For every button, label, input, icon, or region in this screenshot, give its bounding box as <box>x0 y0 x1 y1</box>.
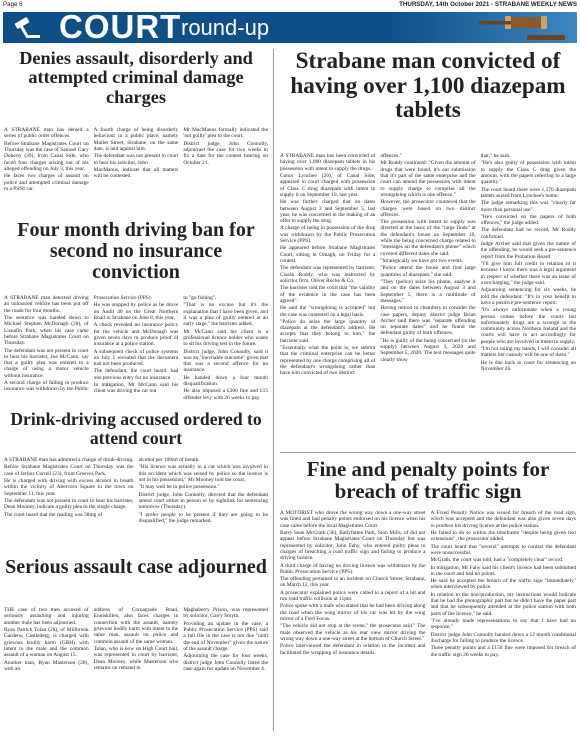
paragraph: "Essentially what the point is, we submit that the criminal enterprise can be better represented by one charge comprising all of the defendant's wrongdoing rather than have him convicted of two distinct <box>280 345 376 377</box>
paragraph: He was further charged that on dates between August 3 and September 5, last year, he was concerned in the making of an offer to supply the drug. <box>280 199 376 225</box>
paragraph: He appeared before Strabane Magistrates Court, sitting in Omagh, on Friday for a contest. <box>280 245 376 264</box>
headline-drink-driving: Drink-driving accused ordered to attend court <box>10 409 262 448</box>
paragraph: "He is guilty of the being concerned (in the supply) between August 3, 2020 and September 5, 2020. The text messages quite clearly show <box>380 337 476 363</box>
paragraph: District judge, John Connolly, adjourned the case for two weeks to fix a date for the contest hearing on October 21. <box>183 140 269 166</box>
paragraph: The judge remarking this was "clearly far more than personal use". <box>480 200 576 213</box>
paragraph: A MOTORIST who drove the wrong way down a one-way street was fined and had penalty points endorsed on his licence when his case came before the local Magistrates Court. <box>280 510 426 529</box>
story-serious-assault <box>4 607 268 733</box>
story-column <box>94 295 179 405</box>
headline-fine-penalty: Fine and penalty points for breach of traffic sign <box>306 457 550 504</box>
paragraph: The barrister told the court that "the validity of the evidence in the case has been agreed". <box>280 285 376 304</box>
story-fine-penalty <box>280 510 576 733</box>
paragraph: The defendant was represented by barrister, Ciaran Roddy, who was instructed by solicitor firm, Oliver Roche & Co. <box>280 265 376 284</box>
paragraph: He was stopped by police as he drove on Audit 40 on the Great Northern Road in Strabane on June 8, this year. <box>93 302 179 321</box>
paragraph: District judge, John Connolly, directed that the defendant attend court either in person or by sightlink for sentencing tomorrow (Thursday). <box>138 491 268 511</box>
paragraph: The defendant was not present in court to hear his barrister, Dean Mooney, indicate a guilty plea to the single charge. <box>4 497 134 511</box>
paragraph: "They (police) seize his phone, analyse it and on the dates between August 3 and September 5, there is a multitude of messages." <box>380 278 476 304</box>
paragraph: Ryan Patrick Tolan (28), of Millbrook Gardens, Castlederg, is charged with grievous bodily harm (GBH) with intent to the male and the common assault of a woman on August 15. <box>4 626 89 659</box>
paragraph: In relation to the non-production, my instructions would indicate that he had the photographic part but he didn't have the paper part and that he subsequently attended at the police station with both parts of the licence," he said. <box>430 591 576 617</box>
paragraph: The possession with intent to supply was directed at the basis of the "large finds" at the defendant's house on September 10, while the being concerned charge related to "messages on the defendant's phone" which covered different dates she said. <box>380 219 476 257</box>
paragraph: He failed to do so within the timeframe "despite being given two extensions", the prosecutor added. <box>430 529 576 543</box>
headline-four-month-ban: Four month driving ban for second no insurance conviction <box>17 219 255 284</box>
paragraph: Another man, Ryan Masterson (28), with an <box>4 659 89 672</box>
paragraph: MacManus, indicate that all matters will be contested. <box>93 166 179 180</box>
paragraph: He said the "wrongdoing is accepted" but the case was contested on a legal basis. <box>280 305 376 318</box>
paragraph: He also imposed a £300 fine and £15 offender levy with 26 weeks to pay. <box>183 388 269 401</box>
paragraph: "It may well be in police possession." <box>138 484 220 491</box>
gavel-icon <box>11 17 41 39</box>
paragraph: Providing an update in the case, a Public Prosecution Service (PPS) said a full file in the case is not due "until the end of November" given the nature of the assault charge. <box>183 620 269 652</box>
paragraph: Police interviewed the defendant in relation to the incident and facilitated the wrapping of insurance details. <box>280 643 426 656</box>
paragraph: Judge Archer said that given the nature of the offending, he would seek a pre-sentence report from the Probation Board. <box>480 241 576 260</box>
paragraph: Barry Sean McGrath (36), Ballyfatten Park, Sion Mills, of did not appear before Strabane Magistrates Court on Thursday but was represented by solicitor, John Fahy, who entered guilty pleas to charges of breaching a road traffic sign and failing to produce a driving licence. <box>280 529 426 562</box>
paragraph: Adjourning sentencing for six weeks, he told the defendant: "It's in your benefit to have a positive pre-sentence report. <box>480 287 576 306</box>
paragraph: A check revealed no insurance policy for the vehicle and McDonagh was given seven days to produce proof of insurance at a police station. <box>93 322 179 348</box>
paragraph: The defendant was not present in court to hear his solicitor, John <box>93 153 179 166</box>
paragraph: A third charge of having no driving licence was withdrawn by the Public Prosecution Service (PPS). <box>280 562 426 575</box>
paragraph: He is charged with driving with excess alcohol in breath within the vicinity of Abercorn Square in the town on September 11, this year. <box>4 477 134 497</box>
story-column <box>139 457 269 537</box>
paragraph: "I prefer people to be present if they are going to be disqualified," the judge remarked. <box>138 511 268 524</box>
paragraph: District judge, John Connolly, said it was an "inevitable outcome" given that this was a second offence for no insurance. <box>183 348 269 374</box>
paragraph: "It's always unfortunate when a young person comes before the courts but unfortunately drugs are a scourge in the community across Northern Ireland and the courts will have to act accordingly for people who are involved in intent to supply. <box>480 307 576 345</box>
paragraph: The defendant was not present in court to hear his barrister, Joe McCann, say that a guilty plea was entered to a charge of using a motor vehicle without insurance. <box>4 347 89 379</box>
paragraph: "He's also guilty of possession with intent to supply the Class C drug given the amount, with the papers referring to a large quantity." <box>480 160 576 186</box>
paragraph: He said he accepted the breach of the traffic sign "immediately" when interviewed by police. <box>430 578 576 591</box>
paragraph: McGrath, the court was told, had a "completely clear" record. <box>430 557 564 564</box>
story-diazepam <box>280 153 576 449</box>
paragraph: District judge John Connolly handed down a 12 month conditional discharge for failing to produce the licence. <box>430 631 576 644</box>
paragraph: "That is no excuse but it's the explanation that I have been given, and it was a plea of guilty entered at an early stage," the barrister added. <box>183 302 269 328</box>
paragraph: Prosecution Service (PPS). <box>93 295 152 301</box>
paragraph: A STRABANE man has been convicted of having over 1,000 diazepam tablets in his possession with intent to supply the drugs. <box>280 153 376 172</box>
paragraph: offences." <box>380 153 403 159</box>
story-column <box>183 127 268 219</box>
paragraph: A prosecutor explained police were called to a report of a hit and run road traffic collision at 11pm. <box>280 589 426 603</box>
paragraph: A second charge of failing to produce insurance was withdrawn by the Public <box>4 380 89 393</box>
paragraph: He faces two charges of assault on police and attempted criminal damage to a PSNI car. <box>4 173 89 192</box>
page-number: Page 6 <box>3 1 23 8</box>
paragraph: Before Strabane Magistrates Court on Thursday was the case of Samuel Gary Doherty (39), from Canal Side, who faced four charges arising out of his alleged offending on July 3, this year. <box>4 140 89 172</box>
paragraph: "His licence was actually in a car which was involved in this accident which was seized by police so the licence is not in his possession," Mr Mooney told the court. <box>138 464 268 483</box>
story-divider <box>280 452 576 453</box>
paragraph: A charge of being in possession of the drug was withdrawn by the Public Prosecution Service (PPS). <box>280 225 376 245</box>
story-column <box>280 153 375 449</box>
story-column <box>4 295 89 405</box>
paragraph: The court heard that the reading was 58mg of <box>4 511 103 518</box>
paragraph: The court heard that "several" attempts to contact the defendant were unsuccessful. <box>430 543 576 556</box>
headline-diazepam: Strabane man convicted of having over 1,100 diazepam tablets <box>290 48 566 124</box>
paragraph: "Police do seize the large quantity of diazepam at the defendant's address. He accepts that they belong to him," the barrister said. <box>280 318 376 344</box>
story-column <box>183 607 268 733</box>
paragraph: "I'm not ruling my hands, I will consider all matters but custody will be one of them." <box>480 346 576 359</box>
story-column <box>183 295 268 405</box>
paragraph: "The vehicle did not stop at the scene," the prosecutor said." The male observed the vehicle as his rear view mirror driving the wrong way down a one-way street at the bottom of Church Street." <box>280 623 426 642</box>
judge-hammer-icon <box>469 13 569 42</box>
paragraph: Mr Roddy continued: "Given the amount of drugs that were found, it's our submission that it's part of the same enterprise and the court can amend the possession with intent to supply charge to comprise all the wrongdoing which is one offence." <box>380 160 476 198</box>
paragraph: A STRABANE man detected driving an uninsured vehicle has been put off the roads for four months. <box>4 295 89 314</box>
paragraph: The defendant, the court heard, had one previous entry for no insurance. <box>93 368 179 381</box>
issue-line: THURSDAY, 14th October 2021 - STRABANE WEEKLY NEWS <box>399 1 577 8</box>
paragraph: Tolan, who is now on High Court bail, was represented in court by barrister, Dean Mooney, while Masterson who remains on remand in <box>93 645 179 671</box>
paragraph: "I'll give him full credit in relation to it because I know there was a legal argument in respect of whether there was an issue of overcharging," the judge said. <box>480 261 576 286</box>
paragraph: The defendant had no record, Mr Roddy confirmed. <box>480 227 576 240</box>
paragraph: to "go fishing". <box>183 295 217 301</box>
story-column <box>380 153 475 449</box>
paragraph: Three penalty points and a £150 fine were imposed for breach of the traffic sign 26 weeks to pay. <box>430 645 576 658</box>
paragraph: Adjourning the case for four weeks, district judge John Connolly listed the case again for update on November 4. <box>183 653 269 672</box>
story-four-month-ban <box>4 295 268 405</box>
headline-serious-assault: Serious assault case adjourned <box>5 556 267 578</box>
story-column <box>481 153 576 449</box>
paragraph: "Strategically we have got two events. <box>380 258 464 264</box>
column-divider <box>273 49 274 731</box>
paragraph: A fourth charge of being disorderly behaviour in a public place, namely Mullet Street, Strabane, on the same date, is laid against him. <box>93 127 179 152</box>
paragraph: Maghaberry Prison, was represented by solicitor, Garry Smyth. <box>183 607 269 620</box>
paragraph: The sentence was handed down to Michael Stephen McDonagh (28), of Lisnafin Park, when his case came before Strabane Magistrates Court on Thursday. <box>4 314 89 347</box>
paragraph: address of Cornagrade Road, Enniskillen, also faces charges in connection with the assault, namely grievous bodily harm with intent to the same man, assault on police and common assault of the same woman. <box>93 607 179 645</box>
paragraph: that," he said. <box>480 153 511 159</box>
paragraph: Mr McCann said his client is a professional licence holder who wants to sit his driving test in the future. <box>183 328 269 348</box>
paragraph: Conor Lynchee (20), of Canal Side, appeared in court charged with possession of Class C drug diazepam with intent to supply it on September 10, last year. <box>280 172 376 198</box>
story-column <box>280 510 426 733</box>
story-denies-assault <box>4 127 268 219</box>
paragraph: However, the prosecutor countered that the charges were based on two distinct offences. <box>380 199 476 218</box>
story-column <box>94 127 179 219</box>
banner-word-roundup: round-up <box>181 15 270 40</box>
paragraph: alcohol per 100ml of breath. <box>138 457 200 463</box>
paragraph: Police spoke with a male who stated that he had been driving along the road when the wing mirror of his car was hit by the wing mirror of a Ford Focus. <box>280 603 426 622</box>
paragraph: Before Strabane Magistrates Court on Thursday was the case of Jerlins Correll (23), from Greeves Park. <box>4 464 134 477</box>
paragraph: THE case of two men accused of seriously assaulting and injuring another male has been adjourned. <box>4 607 89 626</box>
paragraph: A subsequent check of police systems on July 1 revealed that the document had not been produced. <box>93 348 179 368</box>
story-column <box>94 607 179 733</box>
story-column <box>4 127 89 219</box>
banner-word-court: COURT <box>59 12 182 43</box>
masthead-strip <box>3 1 577 12</box>
paragraph: A STRABANE man has admitted a charge of drink-driving. <box>4 457 134 463</box>
paragraph: Mr MacManus formally indicated the 'not guilty' plea to the court. <box>183 127 269 140</box>
paragraph: "I've already made representations to say that I have had no response." <box>430 618 576 631</box>
story-column <box>4 457 134 537</box>
paragraph: Having retired to chambers to consider the case papers, deputy district judge Brian Archer said there was "separate offending on separate dates" and he found the defendant guilty of both offences. <box>380 305 476 337</box>
paragraph: In mitigation, Mr Fahy said his client's licence had been submitted to the court and had no points. <box>430 564 576 577</box>
court-roundup-banner <box>3 12 577 43</box>
paragraph: He is due back in court for sentencing on November 26. <box>480 359 576 372</box>
paragraph: A STRABANE man has denied a series of public order offences. <box>4 127 89 140</box>
paragraph: In mitigation, Mr McCann said his client was driving the car out <box>93 382 179 395</box>
paragraph: He handed down a four month disqualification. <box>183 374 269 388</box>
paragraph: The offending pertained to an incident on Church Street, Strabane, on March 12, this year. <box>280 576 426 589</box>
headline-denies-assault: Denies assault, disorderly and attempted criminal damage charges <box>19 48 253 107</box>
paragraph: The court heard there were 1,176 diazepam tablets seized from Lynchee's home. <box>480 186 576 199</box>
paragraph: "Police attend the house and find large quantities of diazepam," she said. <box>380 265 476 278</box>
paragraph: "He's convicted on the papers of both offences," the judge added. <box>480 213 576 227</box>
story-column <box>4 607 89 733</box>
story-drink-driving <box>4 457 268 537</box>
story-column <box>431 510 577 733</box>
paragraph: A Fixed Penalty Notice was issued for breach of the road sign, which was accepted and the defendant was also given seven days to produce his driving licence at the police station. <box>430 510 576 529</box>
